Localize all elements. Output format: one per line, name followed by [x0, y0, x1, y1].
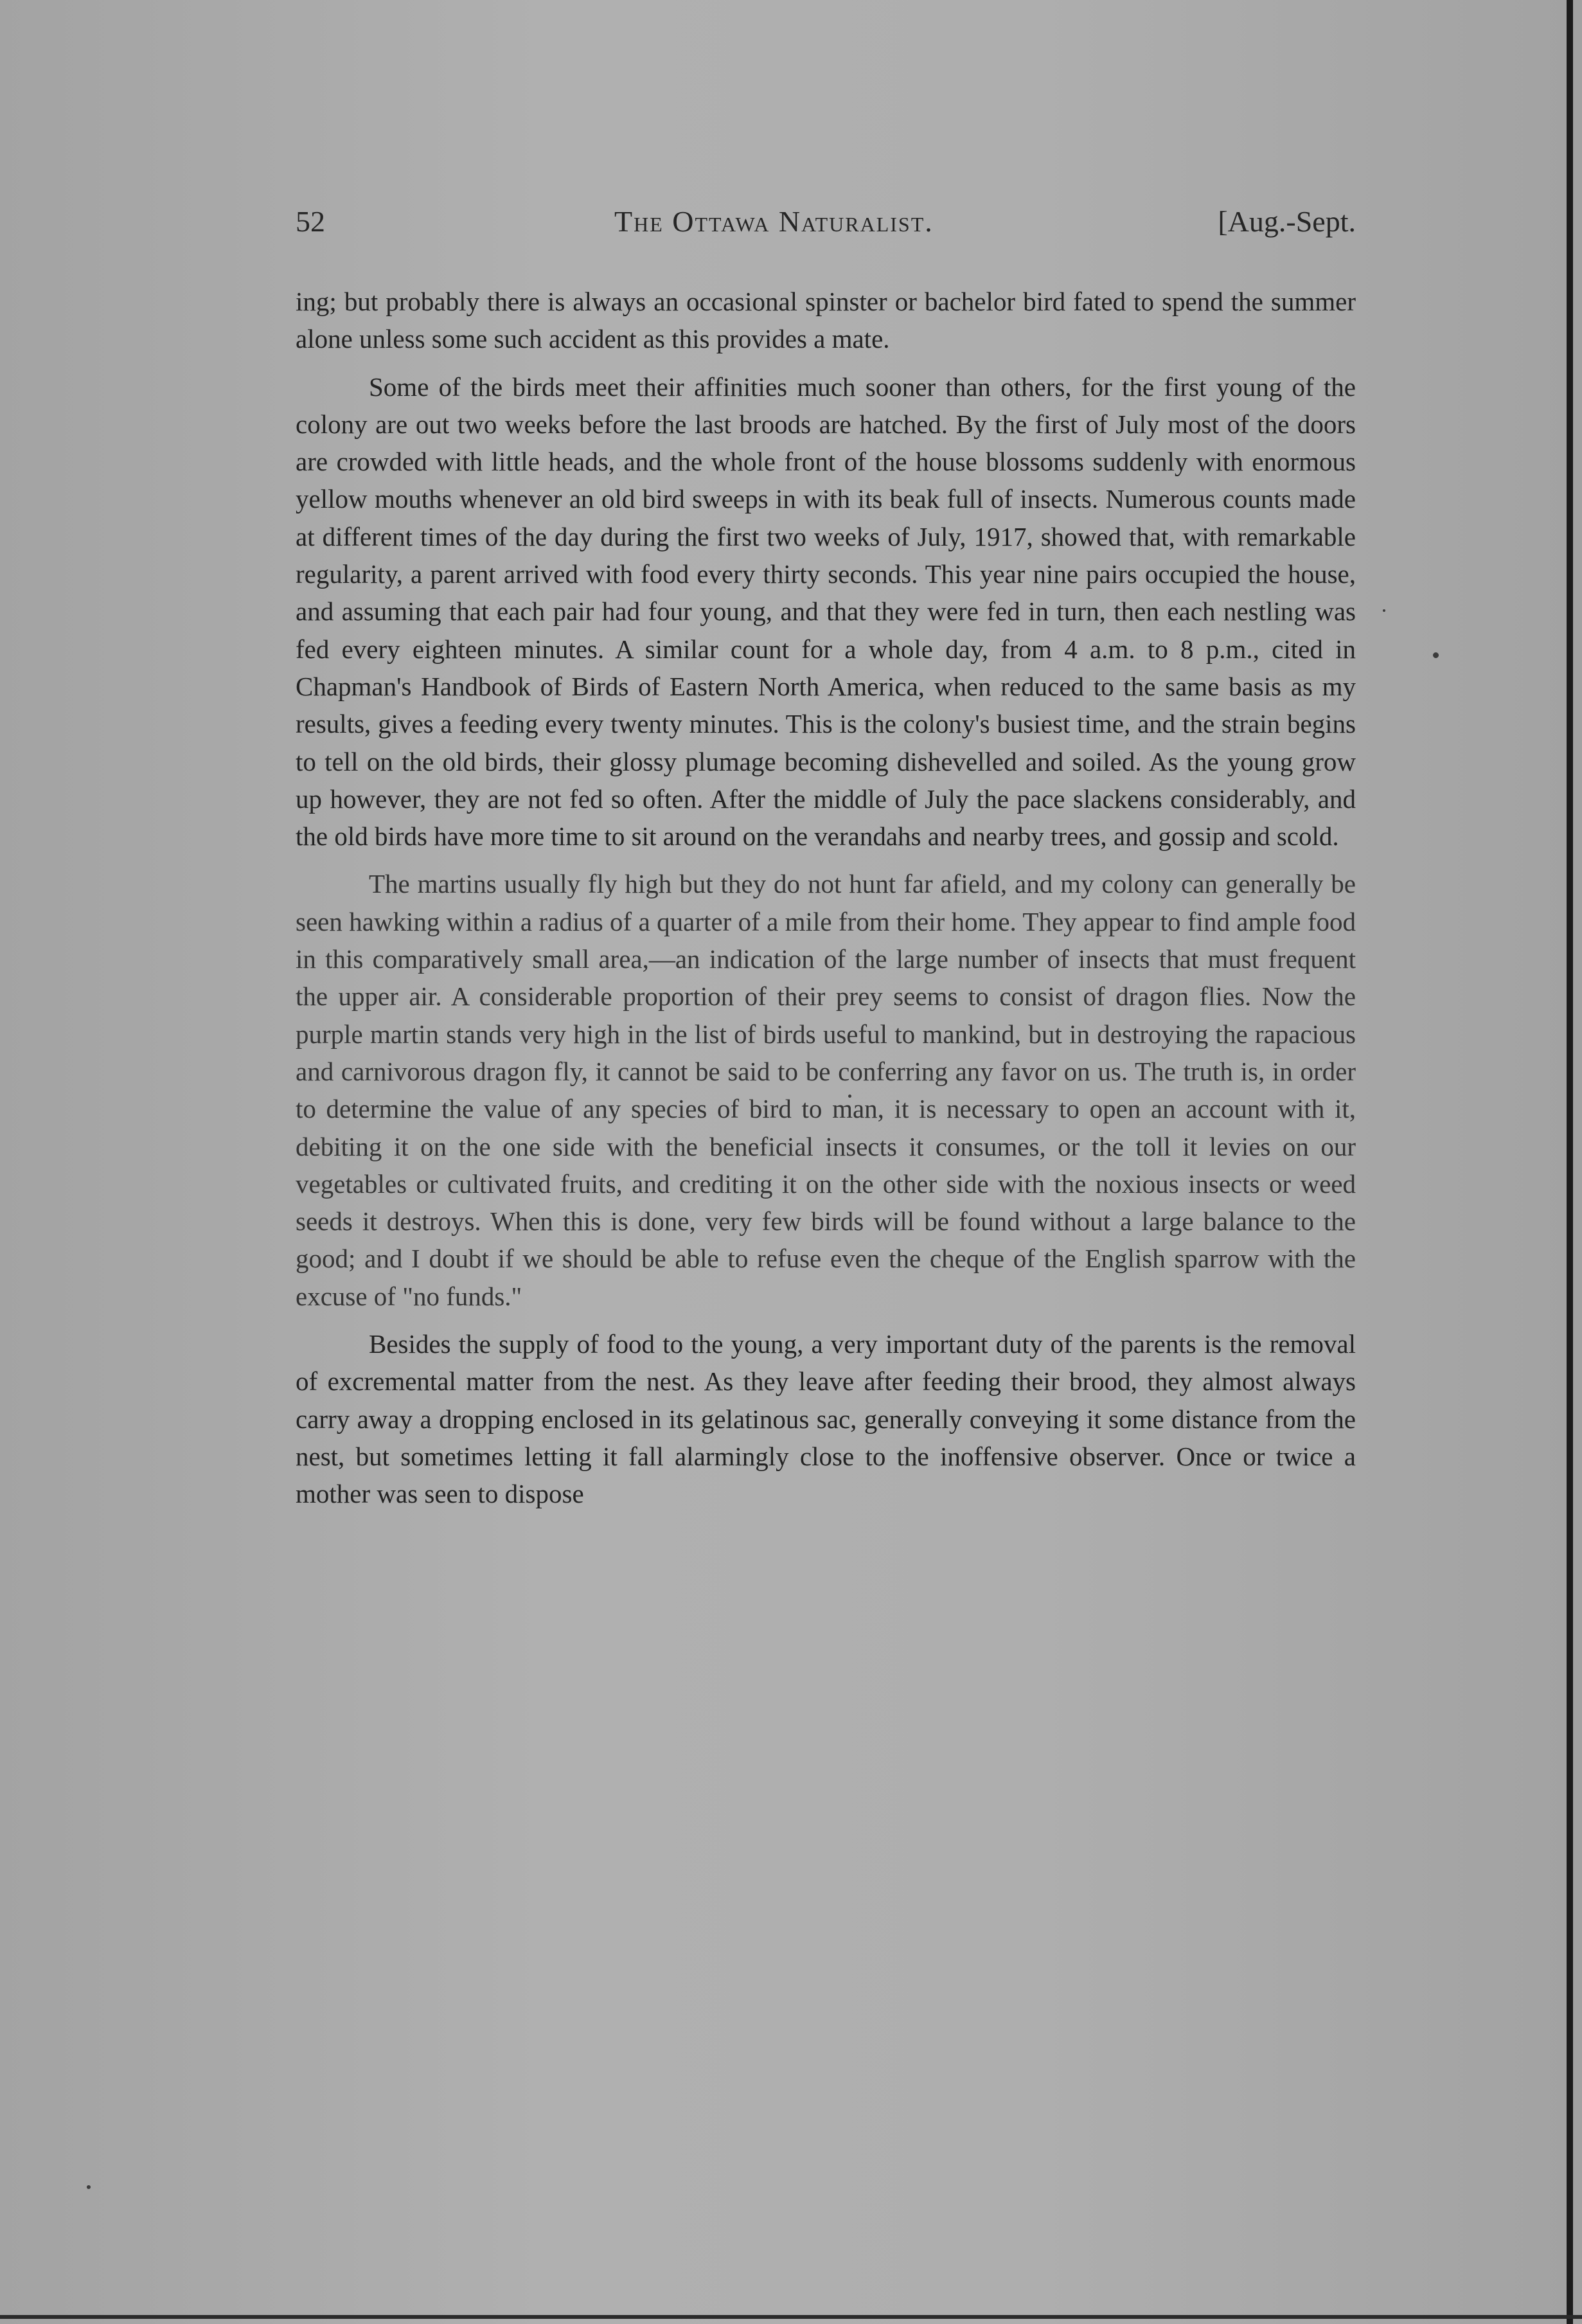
paragraph-feeding-counts: Some of the birds meet their affinities much sooner than others, for the first young of the colony are out two weeks before the last broods are hatched. By the first of July most of the doors are crowded with little heads, and the whole front of the house blossoms suddenly with enormous yellow mouths whenever an old bird sweeps in with its beak full of insects. Numerous counts made at different times of the day during the first two weeks of July, 1917, showed that, with remarkable regularity, a parent arrived with food every thirty seconds. This year nine pairs occupied the house, and assuming that each pair had four young, and that they were fed in turn, then each nestling was fed every eighteen minutes. A similar count for a whole day, from 4 a.m. to 8 p.m., cited in Chapman's Handbook of Birds of Eastern North America, when reduced to the same basis as my results, gives a feeding every twenty minutes. This is the colony's busiest time, and the strain begins to tell on the old birds, their glossy plumage becoming dishevelled and soiled. As the young grow up however, they are not fed so often. After the middle of July the pace slackens considerably, and the old birds have more time to sit around on the verandahs and nearby trees, and gossip and scold. — [296, 371, 1356, 852]
running-head — [296, 204, 1356, 243]
scan-edge-right — [1567, 0, 1573, 2324]
paragraph-nest-sanitation: Besides the supply of food to the young, a very important duty of the parents is the removal of excremental matter from the nest. As they leave after feeding their brood, they almost always carry away a dropping enclosed in its gelatinous sac, generally conveying it some distance from the nest, but sometimes letting it fall alarmingly close to the inoffensive observer. Once or twice a mother was seen to dispose — [296, 1329, 1356, 1509]
paragraph-hunting-range: The martins usually fly high but they do not hunt far afield, and my colony can generally be seen hawking within a radius of a quarter of a mile from their home. They appear to find ample food in this comparatively small area,—an indication of the large number of insects that must frequent the upper air. A considerable proportion of their prey seems to consist of dragon flies. Now the purple martin stands very high in the list of birds useful to mankind, but in destroying the rapacious and carnivorous dragon fly, it cannot be said to be conferring any favor on us. The truth is, in order to determine the value of any species of bird to man, it is necessary to open an account with it, debiting it on the one side with the beneficial insects it consumes, or the toll it levies on our vegetables or cultivated fruits, and crediting it on the other side with the noxious insects or weed seeds it destroys. When this is done, very few birds will be found without a large balance to the good; and I doubt if we should be able to refuse even the cheque of the English sparrow with the excuse of "no funds." — [296, 869, 1356, 1311]
dust-speck — [87, 2185, 91, 2189]
scan-edge-bottom — [0, 2315, 1582, 2319]
paragraph-continued: ing; but probably there is always an occasional spinster or bachelor bird fated to spend the summer alone unless some such accident as this provides a mate. — [296, 287, 1356, 354]
dust-speck — [1383, 609, 1385, 612]
issue-date: [Aug.-Sept. — [1218, 205, 1356, 238]
page-number: 52 — [296, 205, 325, 238]
journal-title: The Ottawa Naturalist. — [614, 205, 934, 238]
dust-speck — [1433, 652, 1439, 658]
article-body — [296, 283, 1356, 1523]
